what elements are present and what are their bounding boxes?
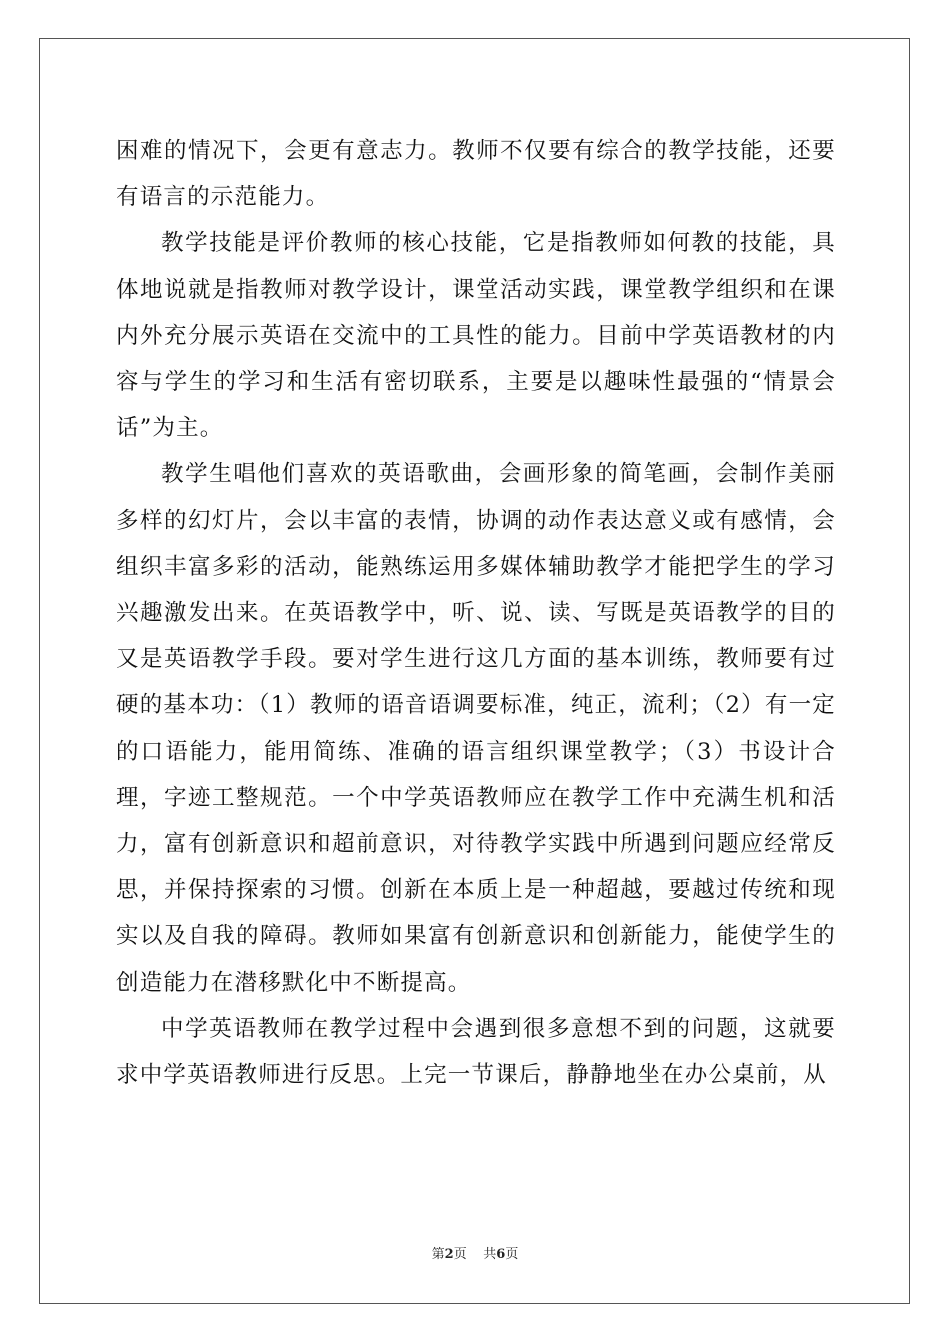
page-total: 共6页 — [483, 1247, 519, 1262]
page-footer — [0, 1246, 950, 1264]
paragraph-1: 困难的情况下，会更有意志力。教师不仅要有综合的教学技能，还要有语言的示范能力。 — [116, 138, 836, 211]
page-number: 第2页 — [431, 1247, 467, 1262]
paragraph-4: 中学英语教师在教学过程中会遇到很多意想不到的问题，这就要求中学英语教师进行反思。上完一节课后，静静地坐在办公桌前，从 — [116, 1015, 836, 1089]
paragraph-2: 教学技能是评价教师的核心技能，它是指教师如何教的技能，具体地说就是指教师对教学设计，课堂活动实践，课堂教学组织和在课内外充分展示英语在交流中的工具性的能力。目前中学英语教材的内容与学生的学习和生活有密切联系，主要是以趣味性最强的“情景会话”为主。 — [116, 230, 836, 442]
document-body — [116, 128, 836, 1098]
paragraph-3: 教学生唱他们喜欢的英语歌曲，会画形象的简笔画，会制作美丽多样的幻灯片，会以丰富的表情，协调的动作表达意义或有感情，会组织丰富多彩的活动，能熟练运用多媒体辅助教学才能把学生的学习兴趣激发出来。在英语教学中，听、说、读、写既是英语教学的目的又是英语教学手段。要对学生进行这几方面的基本训练，教师要有过硬的基本功：（1）教师的语音语调要标准，纯正，流利；（2）有一定的口语能力，能用简练、准确的语言组织课堂教学；（3）书设计合理，字迹工整规范。一个中学英语教师应在教学工作中充满生机和活力，富有创新意识和超前意识，对待教学实践中所遇到问题应经常反思，并保持探索的习惯。创新在本质上是一种超越，要越过传统和现实以及自我的障碍。教师如果富有创新意识和创新能力，能使学生的创造能力在潜移默化中不断提高。 — [116, 461, 836, 996]
